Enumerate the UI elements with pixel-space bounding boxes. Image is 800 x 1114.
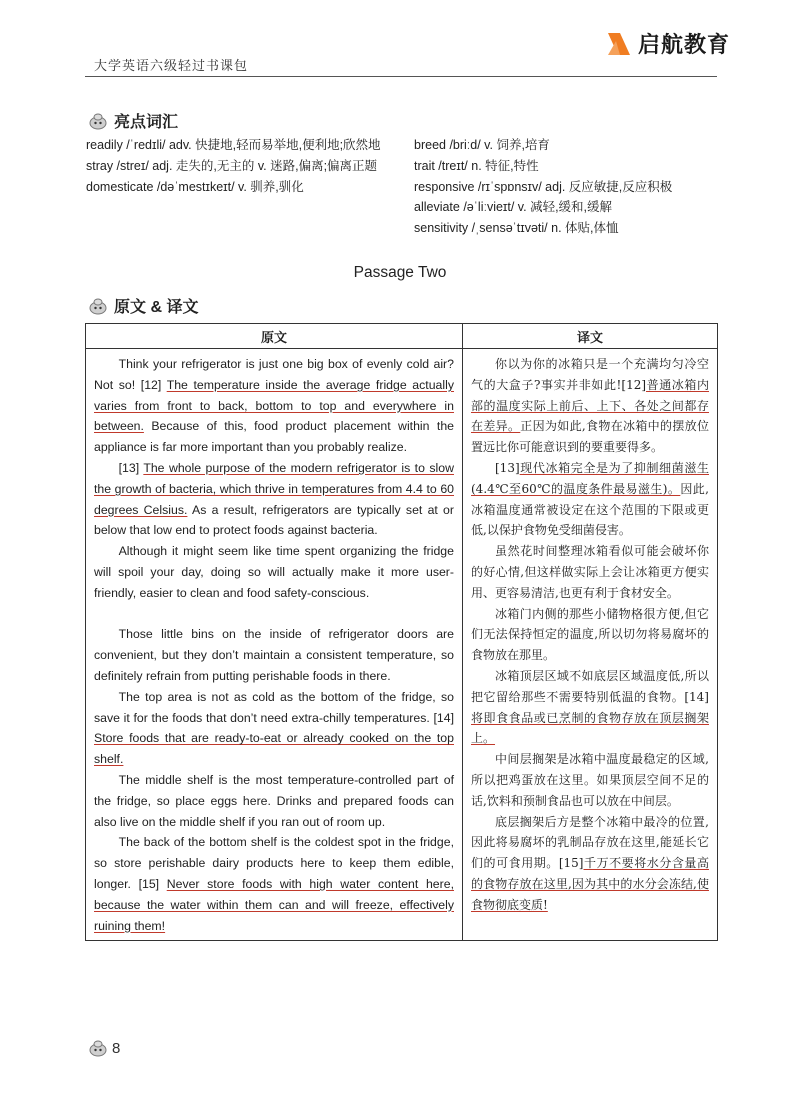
paragraph: Those little bins on the inside of refrigerator doors are convenient, but they don’t maintain a consistent temperature, so definitely refrain from putting perishable foods in there.	[94, 627, 454, 683]
bilingual-table	[85, 323, 718, 941]
paragraph: Think your refrigerator is just one big box of evenly cold air? Not so! [12] The temperature inside the average fridge actually varies from front to back, bottom to top and everywhere in between. Because of this, food product placement within the appliance is far more important than you probably realize.	[94, 357, 454, 455]
vocab-item: readily /ˈredɪli/ adv. 快捷地,轻而易举地,便利地;欣然地	[86, 138, 381, 152]
table-row	[86, 349, 718, 941]
cartoon-mascot-icon	[88, 297, 108, 315]
underlined-sentence: Store foods that are ready-to-eat or already cooked on the top shelf.	[94, 731, 454, 767]
vocab-heading-text: 亮点词汇	[114, 114, 179, 131]
column-header-original: 原文	[86, 324, 463, 349]
underlined-sentence: The whole purpose of the modern refrigerator is to slow the growth of bacteria, which thrive in temperatures from 4.4 to 60 degrees Celsius.	[94, 460, 454, 517]
underlined-sentence: 普通冰箱内部的温度实际上前后、上下、各处之间都存在差异。	[471, 377, 709, 434]
vocab-heading	[88, 109, 178, 132]
paragraph: 冰箱门内侧的那些小储物格很方便,但它们无法保持恒定的温度,所以切勿将易腐坏的食物放在那里。	[471, 606, 709, 663]
vocab-item: trait /treɪt/ n. 特征,特性	[414, 158, 539, 173]
vocab-item: stray /streɪ/ adj. 走失的,无主的 v. 迷路,偏离;偏离正题	[86, 158, 378, 173]
paragraph: The back of the bottom shelf is the coldest spot in the fridge, so store perishable dairy products here to keep them edible, longer. [15] Never store foods with high water content here, because the water within them can and will freeze, effectively ruining them!	[94, 835, 454, 933]
paragraph: 冰箱顶层区域不如底层区域温度低,所以把它留给那些不需要特别低温的食物。[14]将即食食品或已烹制的食物存放在顶层搁架上。	[471, 668, 709, 746]
original-translation-heading	[88, 294, 198, 317]
paragraph: [13] The whole purpose of the modern refrigerator is to slow the growth of bacteria, which thrive in temperatures from 4.4 to 60 degrees Celsius. As a result, refrigerators are typically set at or below that low end to protect foods against bacteria.	[94, 460, 454, 538]
page-number	[88, 1039, 120, 1057]
paragraph: The middle shelf is the most temperature-controlled part of the fridge, so place eggs here. Drinks and prepared foods can also live on the middle shelf if you ran out of room up.	[94, 772, 454, 829]
underlined-sentence: 现代冰箱完全是为了抑制细菌滋生(4.4℃至60℃的温度条件最易滋生)。	[471, 460, 709, 496]
paragraph: 你以为你的冰箱只是一个充满均匀冷空气的大盒子?事实并非如此![12]普通冰箱内部的温度实际上前后、上下、各处之间都存在差异。正因为如此,食物在冰箱中的摆放位置远比你可能意识到的要重要得多。	[471, 357, 709, 455]
paragraph: 底层搁架后方是整个冰箱中最冷的位置,因此将易腐坏的乳制品存放在这里,能延长它们的可食用期。[15]千万不要将水分含量高的食物存放在这里,因为其中的水分会冻结,使食物彻底变质!	[471, 814, 709, 912]
page-number-text: 8	[112, 1039, 121, 1057]
underlined-sentence: Never store foods with high water content here, because the water within them can and will freeze, effectively ruining them!	[94, 876, 454, 933]
vocab-list-right	[414, 135, 724, 239]
cartoon-mascot-icon	[88, 1039, 108, 1057]
table-header-row	[86, 324, 718, 349]
paragraph: The top area is not as cold as the bottom of the fridge, so save it for the foods that don’t need extra-chilly temperatures. [14] Store foods that are ready-to-eat or already cooked on the top shelf.	[94, 689, 454, 767]
brand-name: 启航教育	[638, 32, 731, 57]
original-translation-heading-text: 原文 & 译文	[114, 299, 199, 316]
paragraph: 虽然花时间整理冰箱看似可能会破坏你的好心情,但这样做实际上会让冰箱更方便实用、更容易清洁,也更有利于食材安全。	[471, 544, 709, 600]
vocab-item: responsive /rɪˈspɒnsɪv/ adj. 反应敏捷,反应积极	[414, 179, 673, 194]
brand-logo	[604, 28, 730, 59]
paragraph: [13]现代冰箱完全是为了抑制细菌滋生(4.4℃至60℃的温度条件最易滋生)。因此,冰箱温度通常被设定在这个范围的下限或更低,以保护食物免受细菌侵害。	[471, 460, 709, 538]
paragraph: 中间层搁架是冰箱中温度最稳定的区域,所以把鸡蛋放在这里。如果顶层空间不足的话,饮料和预制食品也可以放在中间层。	[471, 752, 709, 808]
underlined-sentence: 千万不要将水分含量高的食物存放在这里,因为其中的水分会冻结,使食物彻底变质!	[471, 856, 709, 912]
underlined-sentence: The temperature inside the average fridge actually varies from front to back, bottom to top and everywhere in between.	[94, 377, 454, 434]
column-header-translation: 译文	[463, 324, 718, 349]
underlined-sentence: 将即食食品或已烹制的食物存放在顶层搁架上。	[471, 710, 709, 746]
paragraph: Although it might seem like time spent organizing the fridge will spoil your day, doing so will actually make it more user-friendly, easier to clean and food safety-conscious.	[94, 544, 454, 600]
passage-title: Passage Two	[353, 264, 447, 281]
vocab-item: domesticate /dəˈmestɪkeɪt/ v. 驯养,驯化	[86, 179, 304, 194]
brand-logo-icon	[604, 29, 634, 59]
vocab-item: alleviate /əˈliːvieɪt/ v. 减轻,缓和,缓解	[414, 200, 613, 215]
translation-text-cell	[463, 349, 718, 941]
book-title: 大学英语六级轻过书课包	[94, 58, 249, 73]
cartoon-mascot-icon	[88, 112, 108, 130]
vocab-list-left	[86, 135, 398, 197]
header-divider	[85, 76, 717, 77]
vocab-item: sensitivity /ˌsensəˈtɪvəti/ n. 体贴,体恤	[414, 221, 619, 236]
vocab-item: breed /briːd/ v. 饲养,培育	[414, 138, 550, 152]
original-text-cell	[86, 349, 463, 941]
